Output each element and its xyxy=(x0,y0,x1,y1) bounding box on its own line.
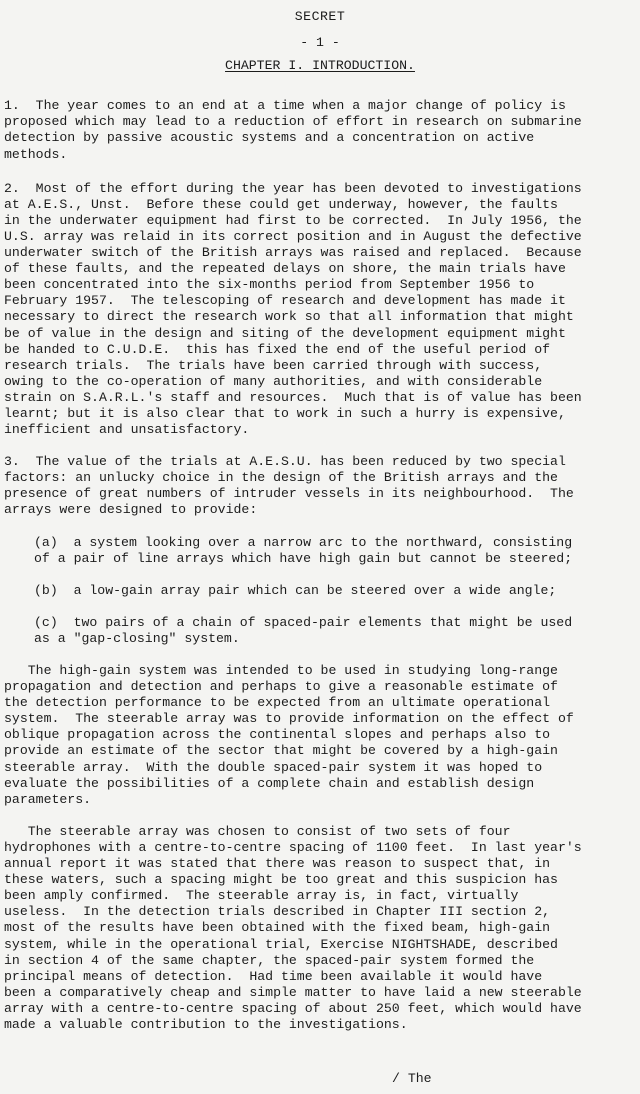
page-header xyxy=(4,9,636,74)
list-item-b: (b) a low-gain array pair which can be steered over a wide angle; xyxy=(34,582,557,598)
continuation-note: / The xyxy=(392,1071,432,1086)
paragraph-3: 3. The value of the trials at A.E.S.U. has been reduced by two special factors: an unlucky choice in the design of the British arrays and the presence of great numbers of intruder vessels in its neighbourhood. The arrays were designed to provide: xyxy=(4,454,574,518)
paragraph-5: The steerable array was chosen to consist of two sets of four hydrophones with a centre-to-centre spacing of 1100 feet. In last year's annual report it was stated that there was reason to suspect that, in these waters, such a spacing might be too great and this suspicion has been amply confirmed. The steerable array is, in fact, virtually useless. In the detection trials described in Chapter III section 2, most of the results have been obtained with the fixed beam, high-gain system, while in the operational trial, Exercise NIGHTSHADE, described in section 4 of the same chapter, the spaced-pair system formed the principal means of detection. Had time been available it would have been a comparatively cheap and simple matter to have laid a new steerable array with a centre-to-centre spacing of about 250 feet, which would have made a valuable contribution to the investigations. xyxy=(4,823,582,1032)
chapter-heading xyxy=(4,58,636,74)
paragraph-1: 1. The year comes to an end at a time when a major change of policy is proposed which may lead to a reduction of effort in research on submarine detection by passive acoustic systems and a concentration on active methods. xyxy=(4,98,582,162)
chapter-title: CHAPTER I. INTRODUCTION. xyxy=(225,58,415,74)
list-item-a: (a) a system looking over a narrow arc to the northward, consisting of a pair of line arrays which have high gain but cannot be steered; xyxy=(34,534,573,566)
page-number: - 1 - xyxy=(300,35,340,51)
security-classification: SECRET xyxy=(294,9,346,24)
paragraph-4: The high-gain system was intended to be used in studying long-range propagation and detection and perhaps to give a reasonable estimate of the detection performance to be expected from an ultimate operational system. The steerable array was to provide information on the effect of oblique propagation across the continental slopes and perhaps also to provide an estimate of the sector that might be covered by a high-gain steerable array. With the double spaced-pair system it was hoped to evaluate the possibilities of a complete chain and establish design parameters. xyxy=(4,663,574,807)
paragraph-2: 2. Most of the effort during the year has been devoted to investigations at A.E.S., Unst. Before these could get underway, however, the faults in the underwater equipment had first to be corrected. In July 1956, the U.S. array was relaid in its correct position and in August the defective underwater switch of the British arrays was raised and replaced. Because of these faults, and the repeated delays on shore, the main trials have been concentrated into the six-months period from September 1956 to February 1957. The telescoping of research and development has made it necessary to direct the research work so that all information that might be of value in the design and siting of the development equipment might be handed to C.U.D.E. this has fixed the end of the useful period of research trials. The trials have been carried through with success, owing to the co-operation of many authorities, and with considerable strain on S.A.R.L.'s staff and resources. Much that is of value has been learnt; but it is also clear that to work in such a hurry is expensive, inefficient and unsatisfactory. xyxy=(4,180,582,438)
document-page xyxy=(4,0,636,1033)
list-item-c: (c) two pairs of a chain of spaced-pair elements that might be used as a "gap-closing" system. xyxy=(34,614,573,646)
